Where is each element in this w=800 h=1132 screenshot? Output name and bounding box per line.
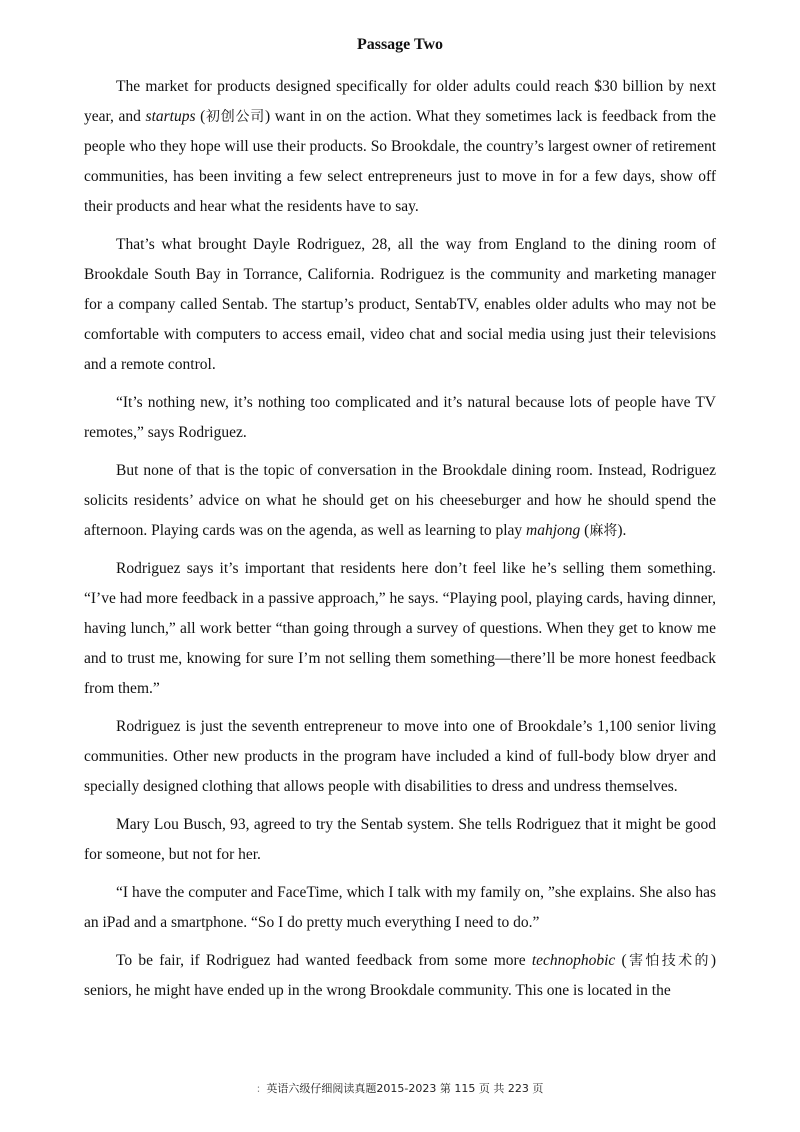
paragraph-8: “I have the computer and FaceTime, which I talk with my family on, ”she explains. She also has an iPad and a smartphone. “So I do pretty much everything I need to do.” — [84, 884, 716, 931]
paragraph-9-text-a: To be fair, if Rodriguez had wanted feedback from some more — [116, 952, 532, 969]
page-footer — [0, 1080, 800, 1096]
paragraph-4 — [84, 456, 716, 546]
paragraph-7: Mary Lou Busch, 93, agreed to try the Sentab system. She tells Rodriguez that it might be good for someone, but not for her. — [84, 816, 716, 863]
paragraph-1 — [84, 72, 716, 222]
paragraph-9-text-c: ( — [615, 952, 627, 969]
term-startups: startups — [145, 108, 196, 125]
chinese-gloss-startups: 初创公司 — [205, 109, 266, 125]
paragraph-4-text-a: But none of that is the topic of conversation in the Brookdale dining room. Instead, Rodriguez solicits residents’ advice on what he should get on his cheeseburger and how he should spend the afternoon. Playing cards was on the agenda, as well as learning to play — [84, 462, 716, 539]
paragraph-9-text-e: ) seniors, he might have ended up in the wrong Brookdale community. This one is located in the — [84, 952, 716, 999]
term-technophobic: technophobic — [531, 952, 616, 969]
paragraph-2: That’s what brought Dayle Rodriguez, 28, all the way from England to the dining room of Brookdale South Bay in Torrance, California. Rodriguez is the community and marketing manager for a company called Sentab. The startup’s product, SentabTV, enables older adults who may not be comfortable with computers to access email, video chat and social media using just their televisions and a remote control. — [84, 236, 716, 373]
paragraph-9 — [84, 946, 716, 1006]
footer-marker: : — [256, 1082, 261, 1095]
chinese-gloss-mahjong: 麻将 — [589, 523, 618, 539]
chinese-gloss-technophobic: 害怕技术的 — [626, 953, 711, 969]
paragraph-1-text-a: The market for products designed specifically for older adults could reach $30 billion by next year, and — [84, 78, 716, 125]
paragraph-1-text-e: ) want in on the action. What they sometimes lack is feedback from the people who they hope will use their products. So Brookdale, the country’s largest owner of retirement communities, has been inviting a few select entrepreneurs just to move in for a few days, show off their products and hear what the residents have to say. — [84, 108, 716, 215]
term-mahjong: mahjong — [526, 522, 581, 539]
passage-body — [84, 72, 716, 1014]
paragraph-3: “It’s nothing new, it’s nothing too complicated and it’s natural because lots of people have TV remotes,” says Rodriguez. — [84, 394, 716, 441]
paragraph-4-text-c: ( — [580, 522, 590, 539]
paragraph-4-text-e: ). — [617, 522, 627, 539]
paragraph-6: Rodriguez is just the seventh entrepreneur to move into one of Brookdale’s 1,100 senior living communities. Other new products in the program have included a kind of full-body blow dryer and specially designed clothing that allows people with disabilities to dress and undress themselves. — [84, 718, 716, 795]
footer-page-info: 英语六级仔细阅读真题2015-2023 第 115 页 共 223 页 — [266, 1082, 544, 1095]
passage-title: Passage Two — [356, 36, 444, 53]
paragraph-1-text-c: ( — [195, 108, 206, 125]
paragraph-5: Rodriguez says it’s important that residents here don’t feel like he’s selling them something. “I’ve had more feedback in a passive approach,” he says. “Playing pool, playing cards, having dinner, having lunch,” all work better “than going through a survey of questions. When they get to know me and to trust me, knowing for sure I’m not selling them something—there’ll be more honest feedback from them.” — [84, 560, 716, 697]
